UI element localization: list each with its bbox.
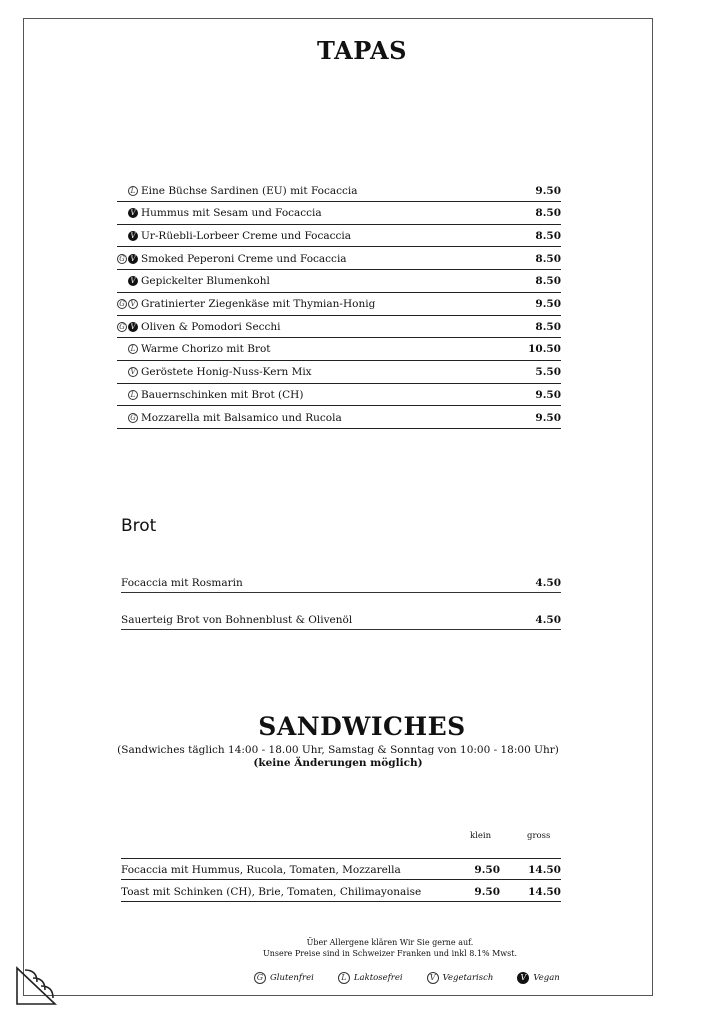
sandwich-item bbox=[121, 858, 561, 880]
diet-icons bbox=[117, 390, 138, 400]
legend-label: Vegetarisch bbox=[442, 973, 494, 983]
tapas-item bbox=[117, 316, 561, 338]
sandwiches-title: SANDWICHES bbox=[258, 712, 466, 741]
menu-frame bbox=[23, 18, 653, 996]
legend-item bbox=[338, 972, 403, 984]
item-price: 9.50 bbox=[535, 184, 561, 197]
item-name: Hummus mit Sesam und Focaccia bbox=[141, 207, 322, 220]
glutenfree-icon: G bbox=[117, 299, 127, 309]
vegan-icon: V bbox=[128, 276, 138, 286]
item-name: Toast mit Schinken (CH), Brie, Tomaten, Chilimayonaise bbox=[121, 886, 422, 898]
diet-icons bbox=[117, 276, 138, 286]
diet-icons bbox=[117, 322, 138, 332]
brot-item bbox=[121, 577, 561, 593]
tapas-item bbox=[117, 271, 561, 293]
brot-item bbox=[121, 614, 561, 630]
glutenfree-icon: G bbox=[254, 972, 266, 984]
vegan-icon: V bbox=[128, 254, 138, 264]
col-large-header: gross bbox=[527, 831, 551, 841]
vegan-icon: V bbox=[128, 231, 138, 241]
sandwich-item bbox=[121, 880, 561, 902]
vegetarian-icon: V bbox=[427, 972, 439, 984]
legend-item bbox=[427, 972, 494, 984]
item-price: 5.50 bbox=[535, 366, 561, 379]
allergen-note: Über Allergene klären Wir Sie gerne auf. bbox=[306, 938, 474, 947]
diet-icons bbox=[117, 208, 138, 218]
item-price: 9.50 bbox=[535, 388, 561, 401]
legend-item bbox=[254, 972, 314, 984]
item-price: 8.50 bbox=[535, 320, 561, 333]
lactosefree-icon: L bbox=[338, 972, 350, 984]
item-price: 9.50 bbox=[535, 411, 561, 424]
tapas-item bbox=[117, 248, 561, 270]
glutenfree-icon: G bbox=[117, 254, 127, 264]
vegetarian-icon: V bbox=[128, 367, 138, 377]
item-name: Focaccia mit Hummus, Rucola, Tomaten, Mozzarella bbox=[121, 864, 401, 876]
diet-icons bbox=[117, 413, 138, 423]
tapas-item bbox=[117, 225, 561, 247]
item-price: 4.50 bbox=[535, 577, 561, 589]
item-price: 8.50 bbox=[535, 275, 561, 288]
item-name: Gratinierter Ziegenkäse mit Thymian-Honig bbox=[141, 298, 376, 310]
lactosefree-icon: L bbox=[128, 390, 138, 400]
tapas-item bbox=[117, 384, 561, 406]
tapas-title: TAPAS bbox=[317, 36, 407, 65]
lactosefree-icon: L bbox=[128, 344, 138, 354]
diet-icons bbox=[117, 367, 138, 377]
vegetarian-icon: V bbox=[128, 299, 138, 309]
glutenfree-icon: G bbox=[128, 413, 138, 423]
vegan-icon: V bbox=[128, 322, 138, 332]
lactosefree-icon: L bbox=[128, 186, 138, 196]
sandwiches-no-changes: (keine Änderungen möglich) bbox=[253, 757, 423, 769]
tapas-item bbox=[117, 362, 561, 384]
item-price: 9.50 bbox=[535, 298, 561, 310]
legend-item bbox=[517, 972, 559, 984]
price-large: 14.50 bbox=[528, 886, 561, 898]
item-name: Geröstete Honig-Nuss-Kern Mix bbox=[141, 366, 312, 379]
diet-icons bbox=[117, 344, 138, 354]
item-name: Mozzarella mit Balsamico und Rucola bbox=[141, 411, 342, 424]
diet-legend bbox=[254, 972, 560, 984]
tapas-item bbox=[117, 294, 561, 316]
diet-icons bbox=[117, 299, 138, 309]
col-small-header: klein bbox=[470, 831, 492, 841]
tapas-item bbox=[117, 339, 561, 361]
diet-icons bbox=[117, 186, 138, 196]
item-price: 8.50 bbox=[535, 207, 561, 220]
legend-label: Vegan bbox=[533, 973, 560, 983]
diet-icons bbox=[117, 254, 138, 264]
price-small: 9.50 bbox=[474, 864, 500, 876]
item-name: Warme Chorizo mit Brot bbox=[141, 343, 271, 356]
item-name: Bauernschinken mit Brot (CH) bbox=[141, 388, 304, 401]
legend-label: Laktosefrei bbox=[353, 973, 403, 983]
tapas-item bbox=[117, 180, 561, 202]
legend-label: Glutenfrei bbox=[270, 973, 314, 983]
glutenfree-icon: G bbox=[117, 322, 127, 332]
item-name: Eine Büchse Sardinen (EU) mit Focaccia bbox=[141, 184, 358, 197]
tapas-item bbox=[117, 203, 561, 225]
item-name: Gepickelter Blumenkohl bbox=[141, 275, 270, 288]
tapas-item bbox=[117, 407, 561, 429]
sandwiches-hours: (Sandwiches täglich 14:00 - 18.00 Uhr, Samstag & Sonntag von 10:00 - 18:00 Uhr) bbox=[117, 744, 559, 756]
item-name: Focaccia mit Rosmarin bbox=[121, 577, 243, 589]
price-small: 9.50 bbox=[474, 886, 500, 898]
item-name: Oliven & Pomodori Secchi bbox=[141, 320, 281, 333]
vegan-icon: V bbox=[128, 208, 138, 218]
item-name: Smoked Peperoni Creme und Focaccia bbox=[141, 252, 347, 265]
item-price: 8.50 bbox=[535, 229, 561, 242]
price-note: Unsere Preise sind in Schweizer Franken und inkl 8.1% Mwst. bbox=[263, 949, 517, 958]
vegan-icon: V bbox=[517, 972, 529, 984]
item-name: Sauerteig Brot von Bohnenblust & Olivenöl bbox=[121, 614, 353, 626]
brand-logo-icon bbox=[15, 964, 59, 1006]
price-large: 14.50 bbox=[528, 864, 561, 876]
item-price: 10.50 bbox=[528, 343, 561, 356]
diet-icons bbox=[117, 231, 138, 241]
brot-title: Brot bbox=[121, 516, 157, 536]
item-name: Ur-Rüebli-Lorbeer Creme und Focaccia bbox=[141, 229, 352, 242]
item-price: 8.50 bbox=[535, 252, 561, 265]
item-price: 4.50 bbox=[535, 614, 561, 626]
